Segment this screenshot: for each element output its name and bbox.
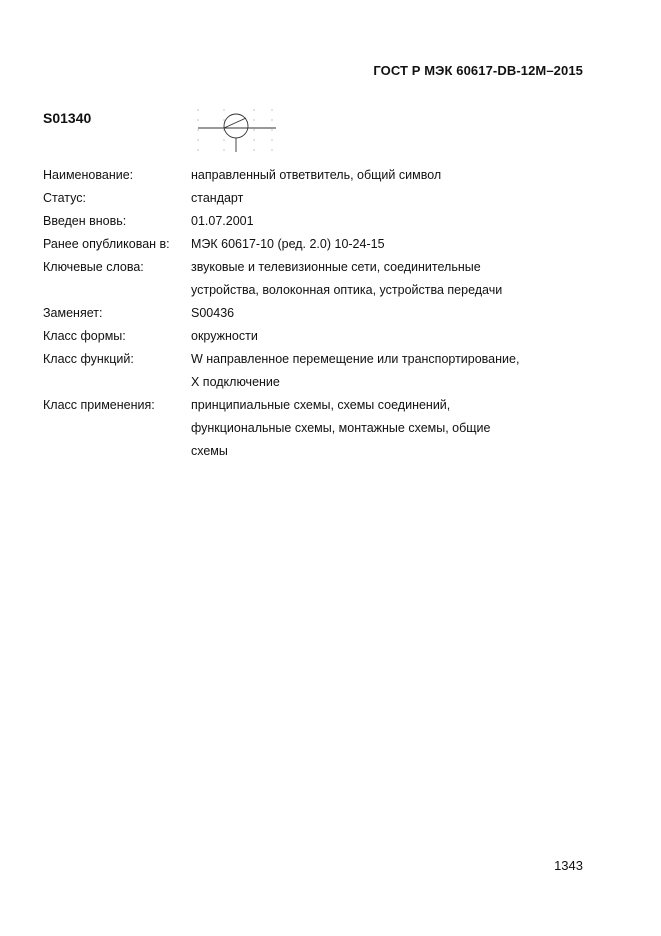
property-value-line: функциональные схемы, монтажные схемы, общие	[191, 421, 491, 435]
property-row-introduced	[43, 210, 583, 233]
property-value-line: S00436	[191, 306, 235, 320]
property-label: Класс функций:	[43, 352, 134, 366]
property-label: Класс применения:	[43, 398, 155, 412]
property-value-line: МЭК 60617-10 (ред. 2.0) 10-24-15	[191, 237, 385, 251]
property-value-line: принципиальные схемы, схемы соединений,	[191, 398, 451, 412]
property-row-function-class	[43, 348, 583, 394]
property-label: Ранее опубликован в:	[43, 237, 170, 251]
property-value-line: схемы	[191, 444, 228, 458]
property-value	[191, 210, 583, 233]
property-value-line: X подключение	[191, 375, 280, 389]
property-label: Заменяет:	[43, 306, 103, 320]
property-row-replaces	[43, 302, 583, 325]
property-row-status	[43, 187, 583, 210]
symbol-code: S01340	[43, 110, 92, 126]
page-number: 1343	[554, 858, 583, 873]
standard-header: ГОСТ Р МЭК 60617-DB-12M–2015	[373, 63, 583, 78]
property-value-line: W направленное перемещение или транспортирование,	[191, 352, 520, 366]
property-row-name	[43, 164, 583, 187]
property-row-application-class	[43, 394, 583, 463]
property-value	[191, 394, 583, 463]
property-value	[191, 256, 583, 302]
property-value-line: окружности	[191, 329, 258, 343]
property-value	[191, 233, 583, 256]
property-value-line: устройства, волоконная оптика, устройства передачи	[191, 283, 503, 297]
property-label: Ключевые слова:	[43, 260, 144, 274]
property-label: Класс формы:	[43, 329, 126, 343]
property-value	[191, 325, 583, 348]
directional-coupler-symbol-icon	[196, 104, 280, 160]
property-row-shape-class	[43, 325, 583, 348]
property-value	[191, 302, 583, 325]
property-value-line: направленный ответвитель, общий символ	[191, 168, 442, 182]
properties-list	[43, 164, 583, 463]
property-value-line: стандарт	[191, 191, 244, 205]
property-label: Статус:	[43, 191, 86, 205]
property-label: Наименование:	[43, 168, 134, 182]
property-value	[191, 187, 583, 210]
property-row-previously-published	[43, 233, 583, 256]
property-label: Введен вновь:	[43, 214, 127, 228]
property-value-line: звуковые и телевизионные сети, соединительные	[191, 260, 481, 274]
property-value-line: 01.07.2001	[191, 214, 254, 228]
property-value	[191, 348, 583, 394]
property-value	[191, 164, 583, 187]
property-row-keywords	[43, 256, 583, 302]
